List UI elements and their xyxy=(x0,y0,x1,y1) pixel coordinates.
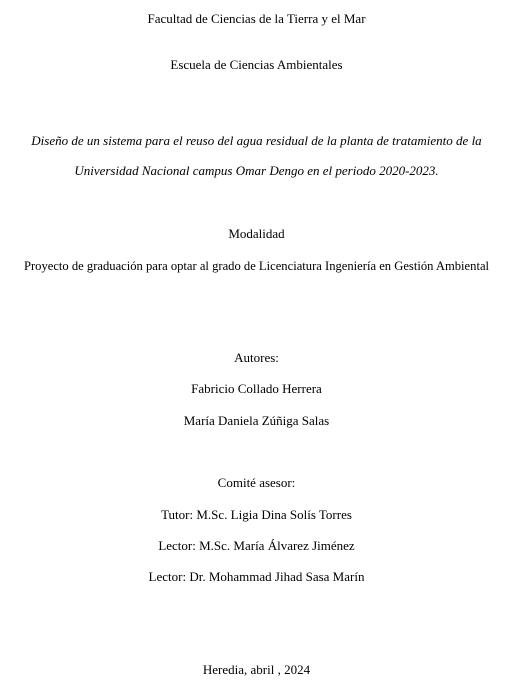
committee-member: Tutor: M.Sc. Ligia Dina Solís Torres xyxy=(161,507,352,522)
thesis-title-line-2: Universidad Nacional campus Omar Dengo en el periodo 2020-2023. xyxy=(74,163,439,178)
thesis-title-line-1: Diseño de un sistema para el reuso del agua residual de la planta de tratamiento de la xyxy=(31,133,482,148)
author-name: María Daniela Zúñiga Salas xyxy=(183,413,330,428)
faculty-name: Facultad de Ciencias de la Tierra y el Mar xyxy=(147,11,366,26)
school-name: Escuela de Ciencias Ambientales xyxy=(170,57,343,72)
committee-heading: Comité asesor: xyxy=(217,475,296,490)
place-and-date: Heredia, abril , 2024 xyxy=(202,662,311,677)
modality-heading: Modalidad xyxy=(228,226,285,241)
committee-member: Lector: M.Sc. María Álvarez Jiménez xyxy=(158,538,355,553)
modality-text: Proyecto de graduación para optar al grado de Licenciatura Ingeniería en Gestión Ambiental xyxy=(23,259,490,273)
committee-member: Lector: Dr. Mohammad Jihad Sasa Marín xyxy=(148,569,365,584)
authors-heading: Autores: xyxy=(234,350,279,365)
author-name: Fabricio Collado Herrera xyxy=(191,381,322,396)
